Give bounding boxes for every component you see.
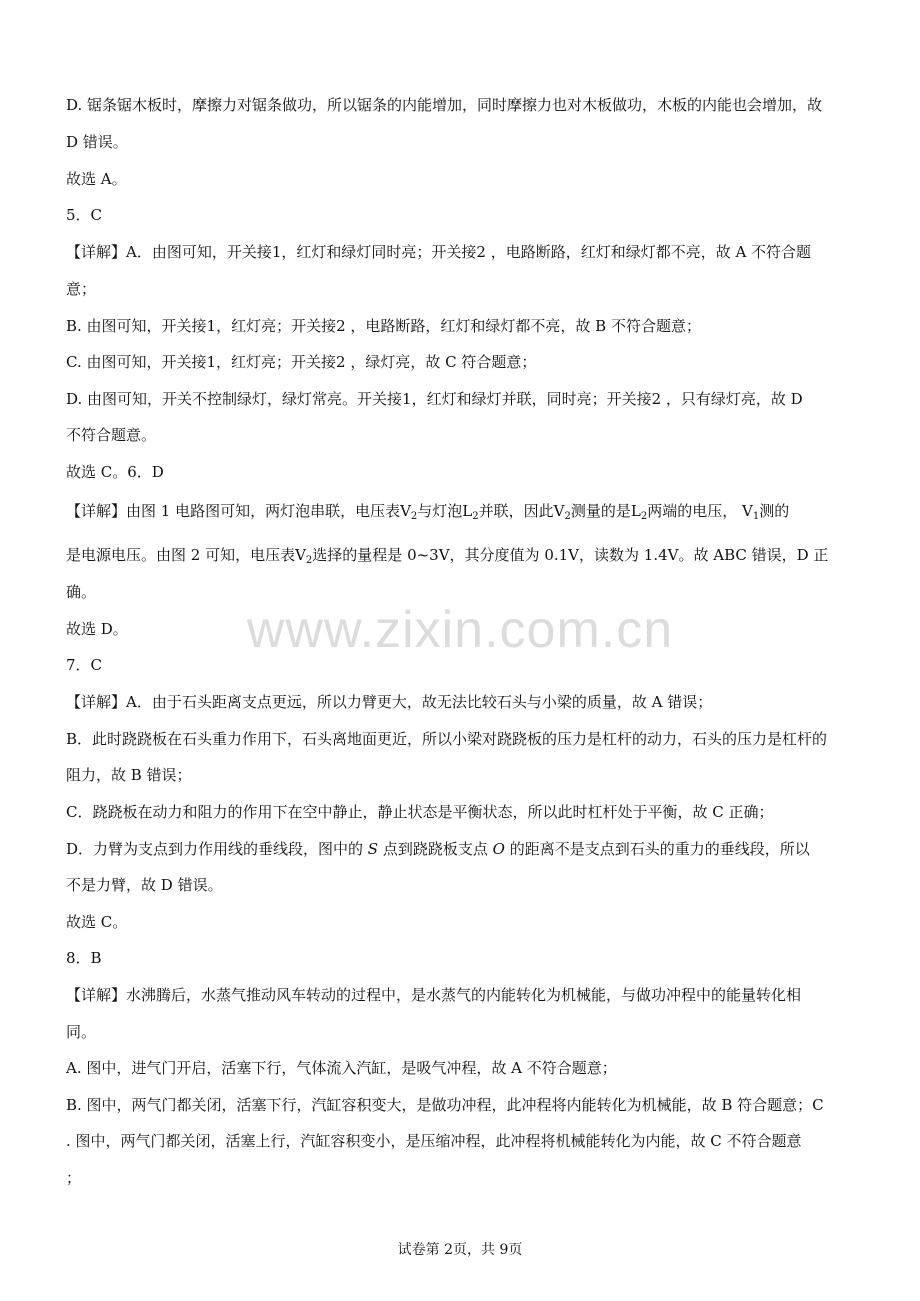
text-line — [66, 501, 789, 521]
text-line: 意； — [66, 280, 97, 298]
text-run: 【详解】由图 1 电路图可知，两灯泡串联，电压表V — [66, 502, 411, 520]
text-line — [66, 839, 810, 859]
question-number: 8．B — [66, 949, 102, 967]
subscript: 2 — [640, 511, 648, 522]
page-footer: 试卷第 2页，共 9页 — [397, 1242, 523, 1258]
text-run: 是电源电压。由图 2 可知，电压表V — [66, 546, 306, 564]
question-number: 7．C — [66, 656, 103, 674]
subscript: 1 — [752, 511, 760, 522]
text-line: 同。 — [66, 1023, 97, 1041]
text-run: 点到跷跷板支点 — [378, 840, 493, 858]
text-line: B. 图中，两气门都关闭，活塞下行，汽缸容积变大，是做功冲程，此冲程将内能转化为机械能，故 B 符合题意；C — [66, 1096, 824, 1114]
text-line: 故选 C。 — [66, 913, 128, 931]
text-line: A. 图中，进气门开启，活塞下行，气体流入汽缸，是吸气冲程，故 A 不符合题意； — [66, 1059, 617, 1077]
subscript: 2 — [564, 511, 571, 522]
text-line: D. 锯条锯木板时，摩擦力对锯条做功，所以锯条的内能增加，同时摩擦力也对木板做功，木板的内能也会增加，故 — [66, 96, 823, 114]
text-run: 测量的是L — [570, 502, 641, 520]
text-line: 不是力臂，故 D 错误。 — [66, 876, 223, 894]
text-run: D．力臂为支点到力作用线的垂线段，图中的 — [66, 840, 368, 858]
text-line: 故选 A。 — [66, 170, 127, 188]
subscript: 2 — [410, 511, 418, 522]
text-line: 阻力，故 B 错误； — [66, 766, 192, 784]
text-line: 【详解】水沸腾后，水蒸气推动风车转动的过程中，是水蒸气的内能转化为机械能，与做功冲程中的能量转化相 — [66, 986, 802, 1004]
subscript: 2 — [305, 555, 313, 566]
text-line — [66, 545, 828, 565]
text-run: 测的 — [759, 502, 790, 520]
question-number: 5．C — [66, 206, 103, 224]
text-line: B. 由图可知，开关接1，红灯亮；开关接2 ，电路断路，红灯和绿灯都不亮，故 B 不符合题意； — [66, 317, 701, 335]
point-label: S — [367, 840, 379, 858]
text-line: C. 由图可知，开关接1，红灯亮；开关接2 ，绿灯亮，故 C 符合题意； — [66, 353, 537, 371]
text-line: D 错误。 — [66, 133, 128, 151]
text-run: 的距离不是支点到石头的重力的垂线段，所以 — [504, 840, 810, 858]
text-run: 两端的电压， V — [647, 502, 753, 520]
subscript: 2 — [472, 511, 479, 522]
text-run: 并联，因此V — [478, 502, 565, 520]
text-line: C．跷跷板在动力和阻力的作用下在空中静止，静止状态是平衡状态，所以此时杠杆处于平衡，故 C 正确； — [66, 803, 774, 821]
text-line: 确。 — [66, 583, 97, 601]
text-run: 选择的量程是 0~3V，其分度值为 0.1V，读数为 1.4V。故 ABC 错误，D 正 — [312, 546, 829, 564]
text-line: 故选 D。 — [66, 620, 128, 638]
text-run: 与灯泡L — [417, 502, 473, 520]
point-label: O — [492, 840, 505, 858]
text-line: B．此时跷跷板在石头重力作用下，石头离地面更近，所以小梁对跷跷板的压力是杠杆的动力，石头的压力是杠杆的 — [66, 730, 828, 748]
text-line: ； — [66, 1169, 82, 1187]
watermark: www.zixin.com.cn — [246, 601, 674, 659]
text-line: 【详解】A．由图可知，开关接1，红灯和绿灯同时亮；开关接2 ，电路断路，红灯和绿灯都不亮，故 A 不符合题 — [66, 243, 812, 261]
text-line: D. 由图可知，开关不控制绿灯，绿灯常亮。开关接1，红灯和绿灯并联，同时亮；开关接2 ，只有绿灯亮，故 D — [66, 390, 803, 408]
text-line: . 图中，两气门都关闭，活塞上行，汽缸容积变小，是压缩冲程，此冲程将机械能转化为内能，故 C 不符合题意 — [66, 1132, 802, 1150]
text-line: 故选 C。6．D — [66, 463, 164, 481]
text-line: 【详解】A．由于石头距离支点更远，所以力臂更大，故无法比较石头与小梁的质量，故 A 错误； — [66, 693, 713, 711]
text-line: 不符合题意。 — [66, 426, 157, 444]
